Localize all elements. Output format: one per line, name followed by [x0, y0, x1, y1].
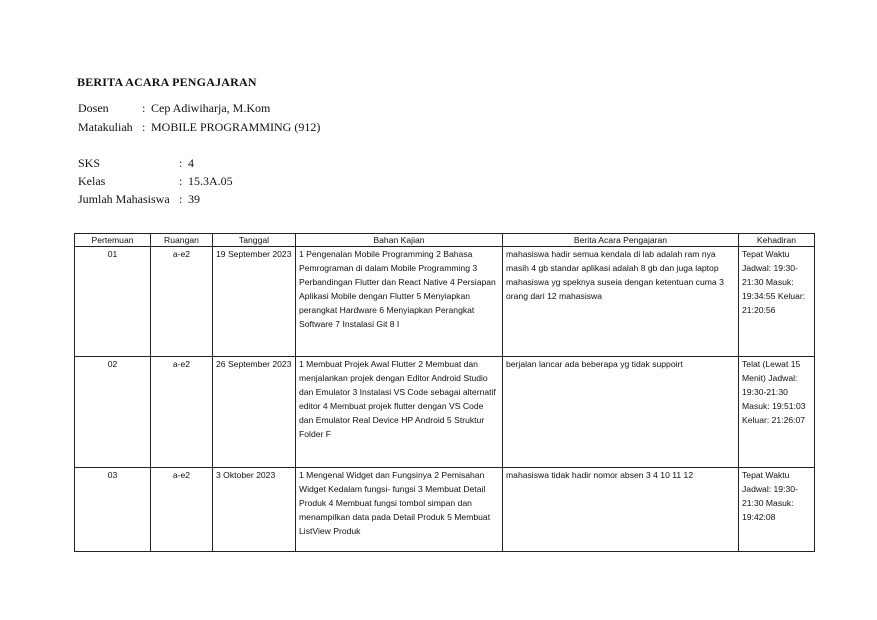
cell-tanggal: 19 September 2023 — [213, 247, 296, 357]
header-kehadiran: Kehadiran — [739, 234, 815, 247]
table-row — [75, 357, 815, 468]
kelas-label: Kelas — [78, 174, 106, 188]
info-kelas — [78, 174, 233, 188]
header-ruangan: Ruangan — [151, 234, 213, 247]
table-row — [75, 247, 815, 357]
info-dosen — [78, 101, 270, 115]
document-title: BERITA ACARA PENGAJARAN — [77, 75, 257, 89]
header-bahan-kajian: Bahan Kajian — [296, 234, 503, 247]
colon: : — [142, 120, 146, 134]
cell-berita-acara: mahasiswa hadir semua kendala di lab adalah ram nya masih 4 gb standar aplikasi adalah 8 gb dan juga laptop mahasiswa yg speknya suseia dengan ketentuan cuma 3 orang dari 12 mahasiswa — [503, 247, 739, 357]
dosen-value: Cep Adiwiharja, M.Kom — [151, 101, 271, 115]
cell-tanggal: 3 Oktober 2023 — [213, 468, 296, 552]
cell-bahan-kajian: 1 Pengenalan Mobile Programming 2 Bahasa Pemrograman di dalam Mobile Programming 3 Perbandingan Flutter dan React Native 4 Persiapan Aplikasi Mobile dengan Flutter 5 Menyiapkan perangkat Hardware 6 Menyiapkan Perangkat Software 7 Instalasi Git 8 I — [296, 247, 503, 357]
info-matakuliah — [78, 120, 320, 134]
kelas-value: 15.3A.05 — [188, 174, 233, 188]
cell-pertemuan: 03 — [75, 468, 151, 552]
header-berita-acara: Berita Acara Pengajaran — [503, 234, 739, 247]
jumlah-value: 39 — [188, 192, 200, 206]
colon: : — [142, 101, 146, 115]
berita-acara-table — [74, 233, 815, 552]
colon: : — [179, 156, 183, 170]
cell-kehadiran: Tepat Waktu Jadwal: 19:30-21:30 Masuk: 19:34:55 Keluar: 21:20:56 — [739, 247, 815, 357]
colon: : — [179, 192, 183, 206]
sks-label: SKS — [78, 156, 101, 170]
cell-ruangan: a-e2 — [151, 468, 213, 552]
cell-kehadiran: Tepat Waktu Jadwal: 19:30-21:30 Masuk: 19:42:08 — [739, 468, 815, 552]
cell-berita-acara: berjalan lancar ada beberapa yg tidak suppoirt — [503, 357, 739, 468]
cell-pertemuan: 01 — [75, 247, 151, 357]
header-tanggal: Tanggal — [213, 234, 296, 247]
cell-ruangan: a-e2 — [151, 357, 213, 468]
matakuliah-value: MOBILE PROGRAMMING (912) — [151, 120, 321, 134]
matakuliah-label: Matakuliah — [78, 120, 133, 134]
colon: : — [179, 174, 183, 188]
dosen-label: Dosen — [78, 101, 109, 115]
table-row — [75, 468, 815, 552]
cell-ruangan: a-e2 — [151, 247, 213, 357]
cell-kehadiran: Telat (Lewat 15 Menit) Jadwal: 19:30-21:30 Masuk: 19:51:03 Keluar: 21:26:07 — [739, 357, 815, 468]
sks-value: 4 — [188, 156, 194, 170]
cell-berita-acara: mahasiswa tidak hadir nomor absen 3 4 10 11 12 — [503, 468, 739, 552]
cell-pertemuan: 02 — [75, 357, 151, 468]
table-header-row — [75, 234, 815, 247]
jumlah-label: Jumlah Mahasiswa — [78, 192, 170, 206]
info-sks — [78, 156, 194, 170]
cell-tanggal: 26 September 2023 — [213, 357, 296, 468]
info-jumlah-mahasiswa — [78, 192, 200, 206]
cell-bahan-kajian: 1 Mengenal Widget dan Fungsinya 2 Pemisahan Widget Kedalam fungsi- fungsi 3 Membuat Detail Produk 4 Membuat fungsi tombol simpan dan menampilkan data pada Detail Produk 5 Membuat ListView Produk — [296, 468, 503, 552]
header-pertemuan: Pertemuan — [75, 234, 151, 247]
cell-bahan-kajian: 1 Membuat Projek Awal Flutter 2 Membuat dan menjalankan projek dengan Editor Android Studio dan Emulator 3 Instalasi VS Code sebagai alternatif editor 4 Membuat projek flutter dengan VS Code dan Emulator Real Device HP Android 5 Struktur Folder F — [296, 357, 503, 468]
